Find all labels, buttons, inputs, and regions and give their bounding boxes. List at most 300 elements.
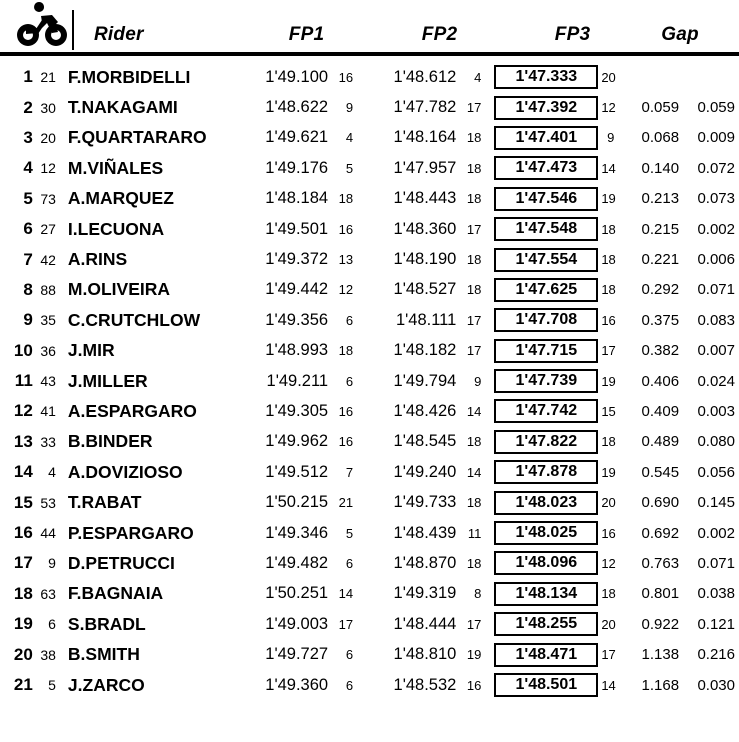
table-row — [0, 214, 739, 244]
row-fp2-cell — [358, 463, 486, 482]
table-row — [0, 123, 739, 153]
row-fp3-laps: 19 — [601, 191, 616, 207]
row-position: 2 — [23, 97, 33, 117]
row-fp1-time: 1'49.360 — [265, 675, 329, 694]
row-rider-number: 63 — [40, 585, 56, 602]
row-rider-name: B.BINDER — [67, 431, 153, 452]
table-row — [0, 62, 739, 92]
row-rider-name: F.QUARTARARO — [67, 127, 207, 148]
row-fp3-cell — [486, 521, 619, 545]
row-rider-name: M.OLIVEIRA — [67, 279, 171, 300]
row-fp2-time: 1'48.870 — [393, 553, 457, 572]
table-row — [0, 396, 739, 426]
row-fp3-laps: 17 — [601, 343, 616, 359]
row-rider-number: 35 — [40, 312, 56, 329]
row-fp1-cell — [230, 463, 358, 482]
row-fp3-cell — [486, 217, 619, 241]
row-fp3-time: 1'48.096 — [494, 551, 598, 575]
row-fp1-time: 1'49.501 — [265, 219, 329, 238]
row-fp2-laps: 11 — [467, 525, 482, 541]
row-fp3-time: 1'47.625 — [494, 278, 598, 302]
row-fp3-cell — [486, 339, 619, 363]
row-fp3-cell — [486, 278, 619, 302]
row-fp2-cell — [358, 493, 486, 512]
row-fp1-laps: 6 — [345, 373, 354, 389]
row-fp1-laps: 5 — [345, 525, 354, 541]
row-fp3-cell — [486, 673, 619, 697]
row-gap-previous: 0.038 — [697, 585, 735, 603]
table-row — [0, 548, 739, 578]
row-rider-number: 5 — [48, 677, 56, 693]
row-position: 11 — [14, 371, 33, 391]
row-fp2-time: 1'48.443 — [393, 189, 457, 208]
table-row — [0, 457, 739, 487]
row-position: 3 — [23, 127, 33, 147]
row-fp1-cell — [230, 584, 358, 603]
row-position: 1 — [23, 67, 33, 87]
row-position: 5 — [23, 188, 33, 208]
row-fp2-laps: 18 — [466, 130, 482, 146]
row-rider-name: M.VIÑALES — [67, 157, 164, 178]
row-fp1-laps: 5 — [345, 160, 354, 176]
row-gap-leader: 1.138 — [641, 646, 680, 664]
row-rider-name: F.MORBIDELLI — [67, 66, 191, 87]
row-gap-previous: 0.007 — [697, 342, 735, 360]
row-fp2-time: 1'49.733 — [393, 493, 457, 512]
row-fp1-laps: 18 — [338, 343, 354, 359]
row-fp2-cell — [358, 341, 486, 360]
row-fp2-time: 1'47.957 — [393, 158, 457, 177]
row-fp3-time: 1'48.134 — [494, 582, 598, 606]
row-fp2-cell — [358, 189, 486, 208]
row-rider-name: C.CRUTCHLOW — [67, 309, 201, 330]
row-fp2-laps: 17 — [466, 221, 482, 237]
row-gap-previous: 0.072 — [697, 159, 735, 177]
row-rider-name: J.MILLER — [67, 370, 148, 391]
table-row — [0, 153, 739, 183]
row-fp3-time: 1'47.546 — [494, 187, 598, 211]
row-fp1-laps: 18 — [338, 191, 354, 207]
row-rider-number: 9 — [48, 555, 56, 572]
table-row — [0, 518, 739, 548]
motorcycle-icon — [14, 2, 68, 53]
row-gap-previous: 0.024 — [697, 372, 735, 390]
row-fp1-cell — [230, 554, 358, 573]
table-row — [0, 336, 739, 366]
row-fp1-laps: 9 — [345, 100, 354, 116]
row-position: 16 — [13, 523, 33, 543]
row-rider-number: 42 — [40, 251, 56, 268]
row-fp1-time: 1'49.346 — [265, 523, 329, 542]
table-row — [0, 305, 739, 335]
row-rider-name: T.RABAT — [67, 492, 142, 513]
row-gap-leader: 0.140 — [641, 159, 680, 177]
row-fp3-time: 1'48.025 — [494, 521, 598, 545]
row-rider-name: P.ESPARGARO — [67, 522, 194, 543]
row-gap-previous: 0.071 — [697, 281, 735, 299]
row-fp3-laps: 15 — [601, 403, 616, 419]
row-gap-previous: 0.003 — [697, 402, 735, 420]
row-fp1-laps: 4 — [345, 130, 354, 146]
row-fp3-cell — [486, 308, 619, 332]
row-fp2-time: 1'49.240 — [393, 462, 457, 481]
row-fp3-time: 1'47.742 — [494, 399, 598, 423]
row-position: 17 — [13, 553, 33, 573]
row-fp1-time: 1'49.962 — [265, 432, 329, 451]
logo-cell — [0, 0, 72, 50]
row-fp1-cell — [230, 341, 358, 360]
row-fp1-time: 1'49.305 — [265, 401, 329, 420]
row-rider-number: 30 — [40, 99, 56, 116]
row-gap-leader: 0.690 — [641, 494, 680, 512]
row-fp3-laps: 14 — [601, 160, 616, 176]
row-rider-number: 44 — [40, 525, 56, 542]
row-fp2-cell — [358, 524, 486, 543]
row-fp3-laps: 16 — [601, 525, 616, 541]
row-rider-name: A.DOVIZIOSO — [67, 461, 183, 482]
row-fp1-laps: 16 — [338, 221, 354, 237]
row-fp1-laps: 21 — [338, 495, 354, 511]
column-header-rider: Rider — [72, 10, 240, 50]
row-fp3-laps: 20 — [601, 616, 616, 632]
row-fp1-time: 1'48.993 — [265, 341, 329, 360]
row-gap-previous: 0.056 — [697, 463, 735, 481]
row-fp2-cell — [358, 68, 486, 87]
row-fp3-cell — [486, 248, 619, 272]
row-fp2-time: 1'48.190 — [393, 250, 457, 269]
row-fp2-laps: 18 — [466, 160, 482, 176]
row-rider-name: A.ESPARGARO — [67, 400, 197, 421]
row-fp2-cell — [358, 372, 486, 391]
row-fp3-cell — [486, 643, 619, 667]
row-rider-number: 88 — [40, 281, 56, 298]
row-fp2-time: 1'48.612 — [393, 67, 457, 86]
row-fp2-cell — [358, 98, 486, 117]
row-gap-leader: 0.489 — [641, 433, 680, 451]
row-fp3-time: 1'47.715 — [494, 339, 598, 363]
row-fp3-laps: 18 — [601, 252, 616, 268]
row-rider-name: T.NAKAGAMI — [67, 97, 178, 118]
row-rider-number: 27 — [40, 221, 56, 238]
row-rider-name: S.BRADL — [67, 613, 146, 634]
row-gap-previous: 0.080 — [697, 433, 735, 451]
row-fp3-time: 1'47.822 — [494, 430, 598, 454]
row-fp3-cell — [486, 126, 619, 150]
row-fp2-time: 1'48.810 — [393, 645, 457, 664]
row-fp1-cell — [230, 372, 358, 391]
row-position: 19 — [13, 614, 33, 634]
row-fp2-laps: 17 — [466, 616, 482, 632]
table-row — [0, 639, 739, 669]
column-header-fp1: FP1 — [288, 24, 325, 45]
row-fp2-time: 1'48.532 — [393, 675, 457, 694]
row-position: 12 — [13, 401, 33, 421]
row-fp1-laps: 6 — [345, 647, 354, 663]
row-position: 4 — [23, 158, 33, 178]
column-header-fp3: FP3 — [554, 24, 591, 45]
row-rider-number: 12 — [40, 160, 56, 177]
row-gap-previous: 0.083 — [697, 311, 735, 329]
row-rider-name: A.RINS — [67, 249, 128, 270]
row-fp2-laps: 18 — [466, 282, 482, 298]
row-gap-previous: 0.059 — [697, 99, 735, 117]
row-fp2-cell — [358, 220, 486, 239]
row-fp2-cell — [358, 645, 486, 664]
row-fp1-time: 1'48.184 — [265, 189, 329, 208]
row-rider-name: B.SMITH — [67, 644, 140, 665]
row-fp3-cell — [486, 399, 619, 423]
row-rider-number: 21 — [40, 69, 56, 86]
row-fp2-time: 1'48.545 — [393, 432, 457, 451]
row-fp3-cell — [486, 156, 619, 180]
row-fp1-time: 1'49.356 — [265, 310, 329, 329]
row-fp1-cell — [230, 493, 358, 512]
row-fp1-cell — [230, 311, 358, 330]
row-fp2-laps: 4 — [474, 69, 482, 85]
row-rider-number: 43 — [40, 373, 56, 390]
row-fp3-cell — [486, 187, 619, 211]
row-fp3-laps: 12 — [601, 555, 616, 571]
table-row — [0, 184, 739, 214]
row-fp2-laps: 18 — [466, 555, 482, 571]
row-fp2-time: 1'48.439 — [393, 523, 457, 542]
row-rider-name: F.BAGNAIA — [67, 583, 164, 604]
row-fp1-time: 1'49.442 — [265, 280, 329, 299]
row-fp1-cell — [230, 220, 358, 239]
row-fp3-time: 1'48.471 — [494, 643, 598, 667]
table-header — [0, 0, 739, 56]
row-fp2-cell — [358, 584, 486, 603]
row-fp1-time: 1'50.215 — [265, 493, 329, 512]
row-fp2-laps: 14 — [466, 464, 482, 480]
row-position: 6 — [23, 219, 33, 239]
row-fp2-time: 1'48.164 — [393, 128, 457, 147]
table-row — [0, 366, 739, 396]
row-position: 7 — [23, 249, 33, 269]
row-gap-leader: 0.763 — [641, 554, 680, 572]
row-fp3-time: 1'47.333 — [494, 65, 598, 89]
row-position: 14 — [13, 462, 33, 482]
row-rider-name: J.MIR — [67, 340, 115, 361]
row-fp2-time: 1'48.360 — [393, 219, 457, 238]
row-gap-leader: 0.382 — [641, 342, 680, 360]
row-fp3-laps: 9 — [607, 130, 615, 146]
table-row — [0, 92, 739, 122]
row-fp3-cell — [486, 430, 619, 454]
row-gap-previous: 0.145 — [697, 494, 735, 512]
table-row — [0, 244, 739, 274]
row-fp2-cell — [358, 311, 486, 330]
row-gap-previous: 0.030 — [697, 676, 735, 694]
row-gap-previous: 0.216 — [697, 646, 735, 664]
row-fp1-laps: 6 — [345, 312, 354, 328]
row-fp2-cell — [358, 676, 486, 695]
row-fp2-laps: 19 — [466, 647, 482, 663]
row-gap-previous: 0.071 — [697, 554, 735, 572]
row-fp2-time: 1'48.111 — [395, 310, 457, 329]
row-position: 21 — [13, 675, 33, 694]
row-rider-number: 53 — [40, 494, 56, 511]
row-rider-number: 36 — [40, 342, 56, 359]
row-fp2-time: 1'48.182 — [393, 341, 457, 360]
row-fp3-cell — [486, 369, 619, 393]
row-gap-leader: 0.292 — [641, 281, 680, 299]
row-fp1-laps: 12 — [338, 282, 354, 298]
table-row — [0, 670, 739, 700]
row-gap-leader: 0.068 — [641, 129, 680, 147]
row-fp2-cell — [358, 615, 486, 634]
row-rider-number: 6 — [48, 616, 56, 633]
row-gap-leader: 0.545 — [641, 463, 680, 481]
row-fp3-laps: 20 — [601, 69, 616, 85]
row-fp1-time: 1'49.372 — [265, 250, 329, 269]
row-fp2-laps: 18 — [466, 495, 482, 511]
row-fp3-time: 1'47.708 — [494, 308, 598, 332]
row-position: 13 — [13, 431, 33, 451]
row-rider-name: D.PETRUCCI — [67, 552, 175, 573]
table-row — [0, 427, 739, 457]
row-fp3-laps: 18 — [601, 221, 616, 237]
row-fp3-laps: 12 — [601, 100, 616, 116]
row-fp1-cell — [230, 645, 358, 664]
row-fp3-time: 1'47.554 — [494, 248, 598, 272]
row-position: 8 — [23, 279, 33, 299]
row-fp1-time: 1'49.727 — [265, 645, 329, 664]
row-position: 10 — [13, 340, 33, 360]
row-fp2-cell — [358, 432, 486, 451]
row-fp2-laps: 17 — [466, 343, 482, 359]
row-fp2-laps: 18 — [466, 191, 482, 207]
row-fp1-laps: 6 — [345, 555, 354, 571]
row-fp3-laps: 17 — [601, 647, 616, 663]
row-rider-name: J.ZARCO — [67, 674, 145, 695]
row-fp3-laps: 18 — [601, 282, 616, 298]
row-fp3-time: 1'48.501 — [494, 673, 598, 697]
row-fp2-time: 1'49.794 — [393, 371, 457, 390]
row-fp1-time: 1'49.621 — [265, 128, 329, 147]
row-rider-number: 41 — [40, 403, 56, 420]
row-fp3-laps: 18 — [601, 434, 616, 450]
row-fp1-cell — [230, 68, 358, 87]
row-fp1-cell — [230, 432, 358, 451]
row-fp1-laps: 17 — [338, 616, 354, 632]
row-fp3-cell — [486, 65, 619, 89]
row-fp1-time: 1'50.251 — [265, 584, 329, 603]
row-rider-number: 73 — [40, 190, 56, 207]
row-fp3-laps: 16 — [601, 312, 616, 328]
row-fp3-cell — [486, 582, 619, 606]
row-fp1-cell — [230, 402, 358, 421]
row-fp2-laps: 17 — [466, 100, 482, 116]
row-fp2-laps: 18 — [466, 252, 482, 268]
row-position: 20 — [13, 644, 33, 664]
row-fp1-laps: 6 — [345, 677, 354, 693]
row-rider-number: 4 — [48, 464, 56, 481]
row-rider-name: A.MARQUEZ — [67, 188, 174, 209]
row-gap-previous: 0.121 — [697, 615, 735, 633]
row-fp1-cell — [230, 128, 358, 147]
row-gap-leader: 0.692 — [641, 524, 680, 542]
row-fp2-laps: 8 — [474, 586, 482, 602]
table-row — [0, 487, 739, 517]
results-rows — [0, 56, 739, 700]
row-fp1-cell — [230, 280, 358, 299]
row-rider-name: I.LECUONA — [67, 218, 165, 239]
row-fp1-time: 1'49.512 — [265, 462, 329, 481]
row-gap-previous: 0.073 — [697, 190, 735, 208]
row-fp1-time: 1'49.003 — [265, 614, 329, 633]
row-fp1-time: 1'48.622 — [265, 98, 329, 117]
row-fp1-laps: 16 — [338, 69, 354, 85]
row-fp1-laps: 13 — [338, 252, 354, 268]
row-fp3-time: 1'47.392 — [494, 96, 598, 120]
row-fp3-time: 1'47.878 — [494, 460, 598, 484]
row-fp1-laps: 16 — [338, 434, 354, 450]
row-fp2-cell — [358, 280, 486, 299]
row-fp3-cell — [486, 551, 619, 575]
row-fp3-time: 1'47.473 — [494, 156, 598, 180]
row-gap-leader: 0.215 — [641, 220, 680, 238]
row-gap-previous: 0.009 — [697, 129, 735, 147]
table-row — [0, 579, 739, 609]
row-fp2-time: 1'48.444 — [393, 614, 457, 633]
row-fp1-laps: 16 — [338, 403, 354, 419]
row-fp2-cell — [358, 250, 486, 269]
row-position: 18 — [13, 583, 33, 603]
row-gap-previous: 0.002 — [697, 524, 735, 542]
row-position: 15 — [13, 492, 33, 512]
column-header-fp2: FP2 — [421, 24, 458, 45]
row-fp2-laps: 17 — [466, 312, 482, 328]
row-fp1-cell — [230, 676, 358, 695]
row-rider-number: 33 — [40, 433, 56, 450]
row-rider-number: 20 — [40, 129, 56, 146]
row-gap-leader: 0.409 — [641, 402, 680, 420]
row-fp3-time: 1'47.739 — [494, 369, 598, 393]
row-fp2-laps: 9 — [474, 373, 482, 389]
row-fp3-cell — [486, 460, 619, 484]
column-header-gap: Gap — [661, 24, 699, 45]
row-fp2-cell — [358, 402, 486, 421]
row-fp1-time: 1'49.482 — [265, 553, 329, 572]
row-rider-number: 38 — [40, 646, 56, 663]
row-fp1-cell — [230, 98, 358, 117]
row-fp1-time: 1'49.100 — [265, 67, 329, 86]
row-gap-previous: 0.002 — [697, 220, 735, 238]
row-fp1-cell — [230, 250, 358, 269]
row-fp2-cell — [358, 554, 486, 573]
row-position: 9 — [23, 310, 33, 330]
row-fp1-cell — [230, 189, 358, 208]
row-fp3-cell — [486, 491, 619, 515]
row-fp2-time: 1'49.319 — [393, 584, 457, 603]
row-fp2-cell — [358, 128, 486, 147]
row-gap-leader: 0.213 — [641, 190, 680, 208]
row-fp3-time: 1'48.023 — [494, 491, 598, 515]
row-fp1-laps: 14 — [338, 586, 354, 602]
row-fp1-cell — [230, 615, 358, 634]
table-row — [0, 275, 739, 305]
row-gap-leader: 0.801 — [641, 585, 680, 603]
row-fp2-laps: 14 — [466, 403, 482, 419]
row-fp2-laps: 18 — [466, 434, 482, 450]
row-fp2-laps: 16 — [466, 677, 482, 693]
row-fp1-time: 1'49.211 — [266, 371, 329, 390]
row-fp2-cell — [358, 159, 486, 178]
row-gap-previous: 0.006 — [697, 251, 735, 269]
row-fp3-laps: 14 — [601, 677, 616, 693]
row-fp3-laps: 19 — [601, 373, 616, 389]
